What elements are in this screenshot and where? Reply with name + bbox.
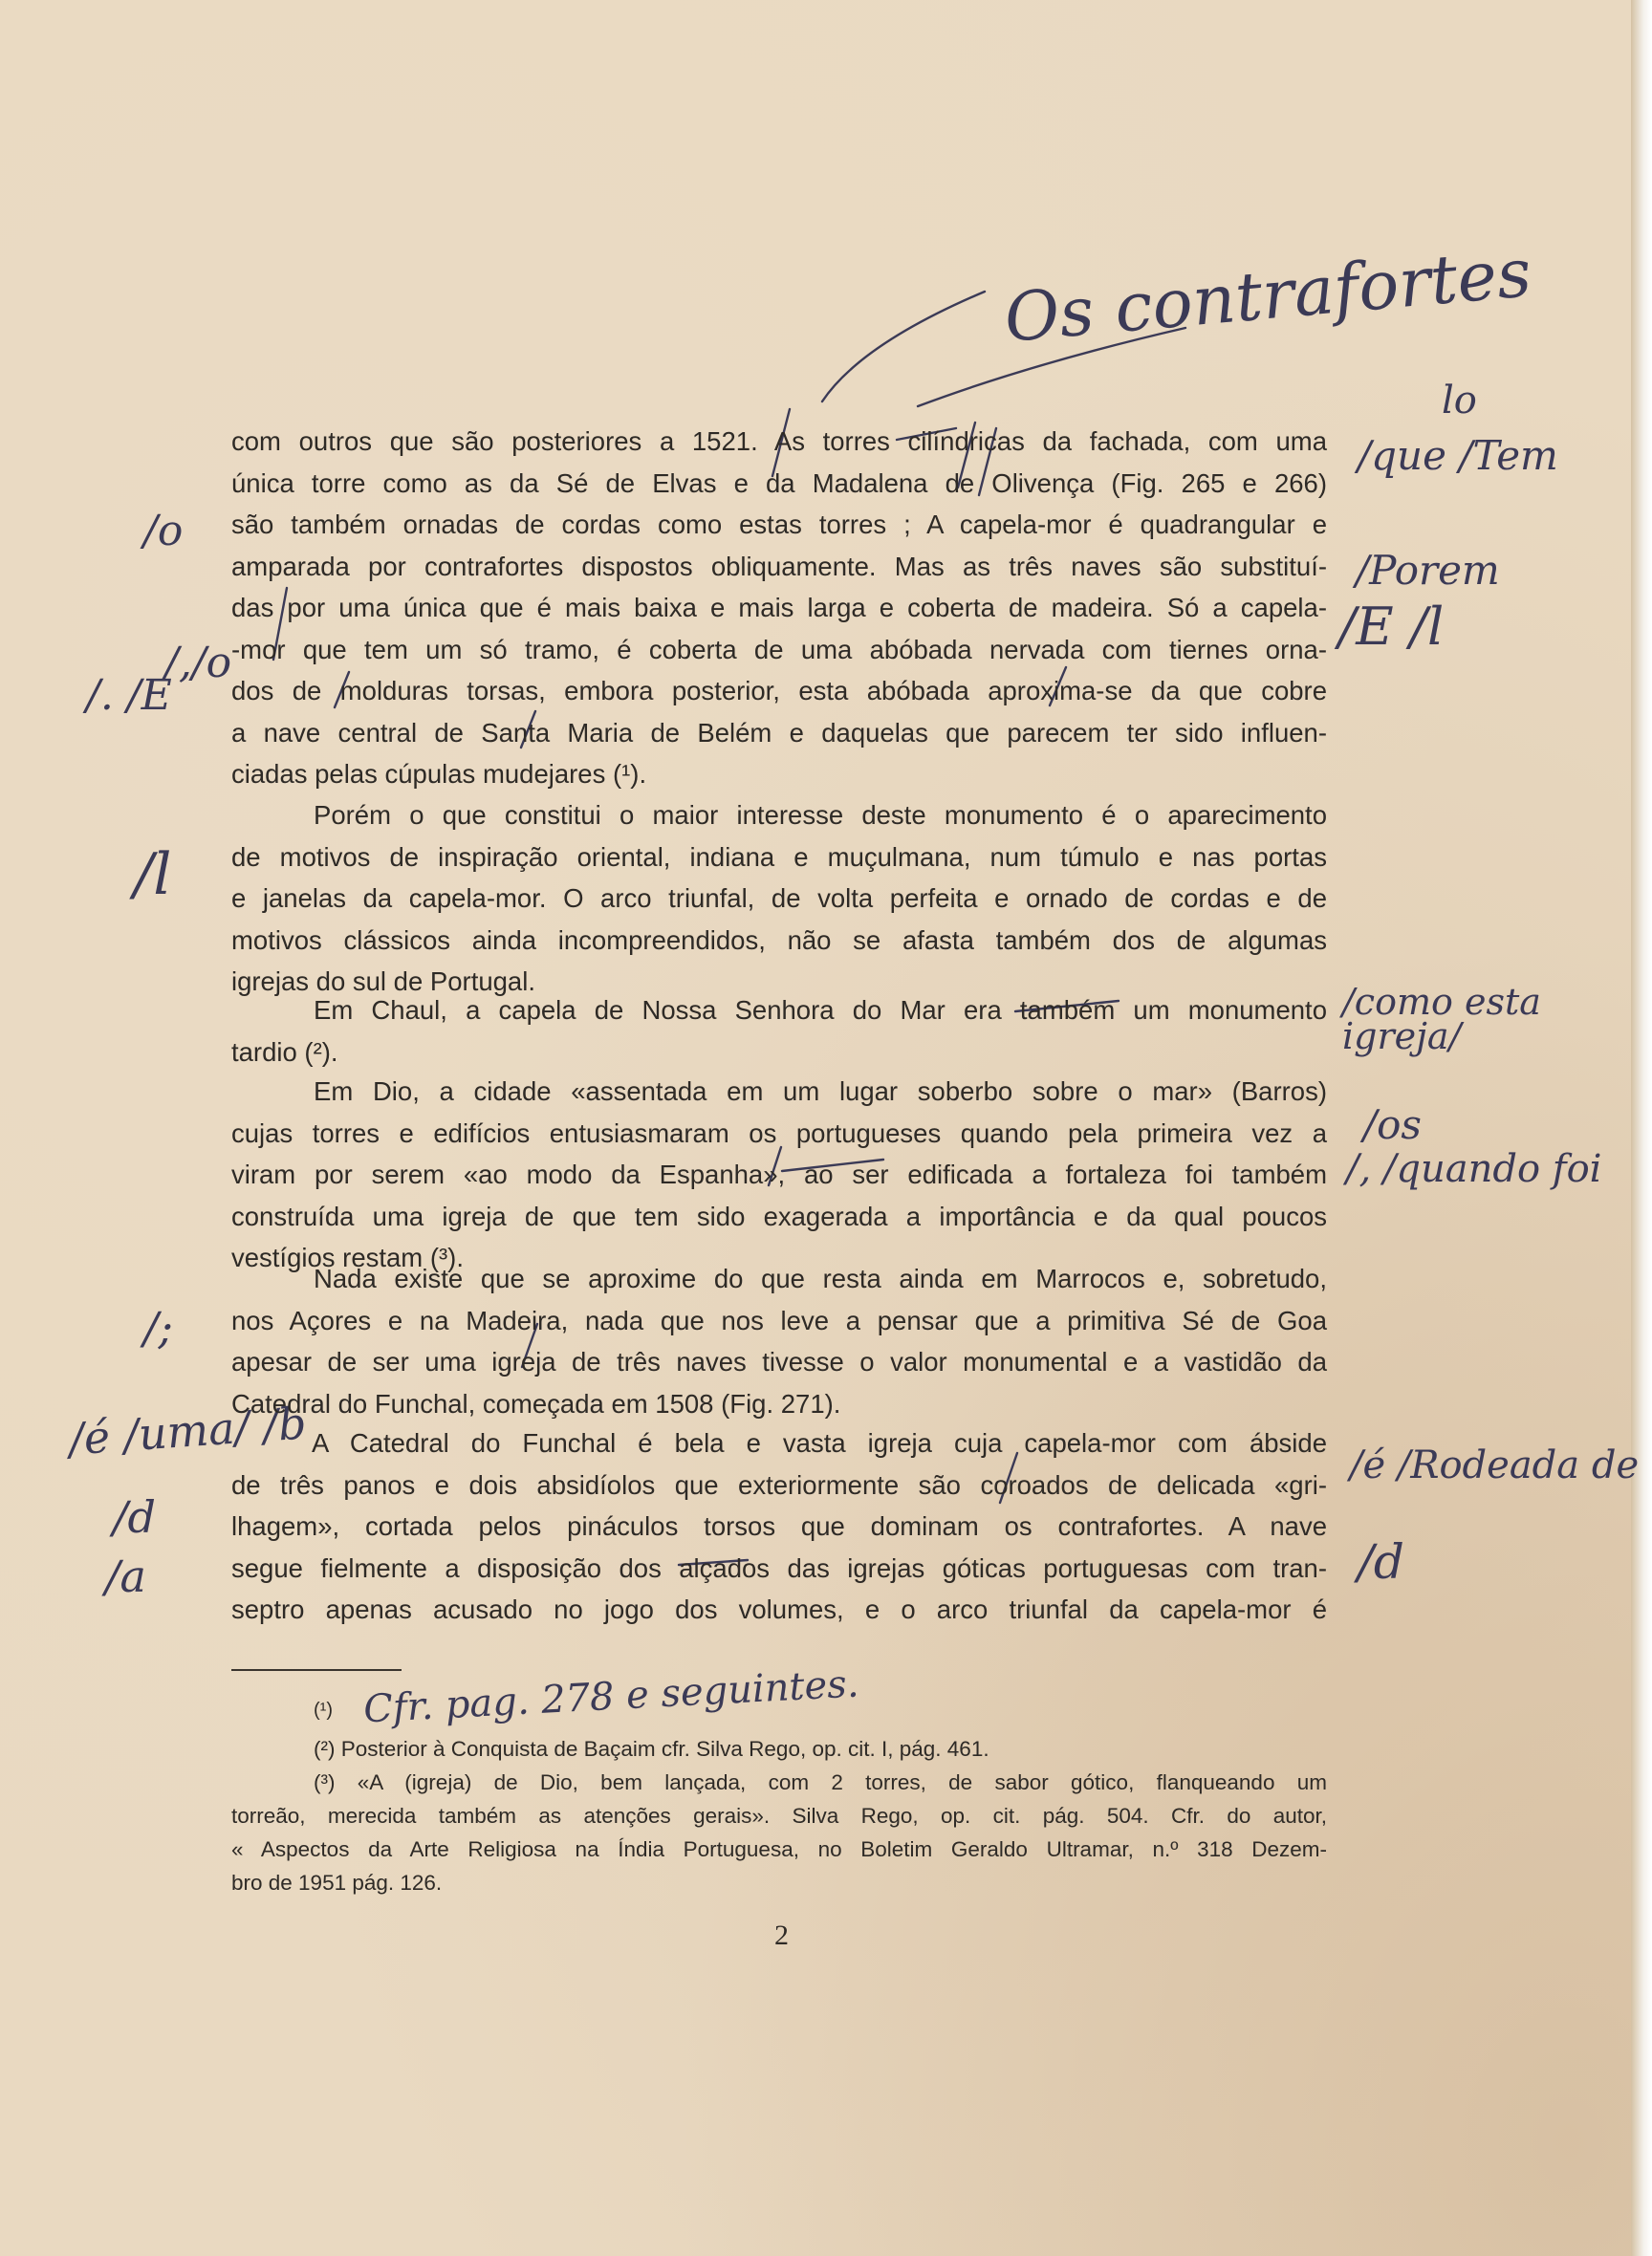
annotation-top: Os contrafortes bbox=[1001, 233, 1534, 358]
paragraph-4 bbox=[231, 1071, 1327, 1279]
text-line: nos Açores e na Madeira, nada que nos leve a pensar que a primitiva Sé de Goa bbox=[231, 1305, 1327, 1335]
footnote-2 bbox=[314, 1732, 1327, 1766]
text-line: vestígios restam (³). bbox=[231, 1243, 464, 1272]
text-line: septro apenas acusado no jogo dos volumes, e o arco triunfal da capela-mor é bbox=[231, 1594, 1327, 1624]
text-line: amparada por contrafortes dispostos obliquamente. Mas as três naves são substituí- bbox=[231, 551, 1327, 581]
text-line: com outros que são posteriores a 1521. As torres cilíndricas da fachada, com uma bbox=[231, 426, 1327, 456]
text-line: Em Chaul, a capela de Nossa Senhora do Mar era também um monumento bbox=[314, 995, 1327, 1025]
annotation-left-4: /l bbox=[134, 841, 172, 908]
text-line: segue fielmente a disposição dos alçados das igrejas góticas portuguesas com tran- bbox=[231, 1552, 1327, 1583]
paragraph-6 bbox=[231, 1422, 1327, 1631]
text-line: de motivos de inspiração oriental, indiana e muçulmana, num túmulo e nas portas bbox=[231, 841, 1327, 872]
annotation-right-5: /como esta igreja/ bbox=[1342, 981, 1541, 1057]
footnote-3 bbox=[231, 1766, 1327, 1899]
text-line: e janelas da capela-mor. O arco triunfal, de volta perfeita e ornado de cordas e de bbox=[231, 883, 1327, 913]
text-line: única torre como as da Sé de Elvas e da Madalena de Olivença (Fig. 265 e 266) bbox=[231, 467, 1327, 498]
text-line: são também ornadas de cordas como estas torres ; A capela-mor é quadrangular e bbox=[231, 510, 1327, 539]
text-line: lhagem», cortada pelos pináculos torsos que dominam os contrafortes. A nave bbox=[231, 1511, 1327, 1541]
text-line: construída uma igreja de que tem sido exagerada a importância e da qual poucos bbox=[231, 1201, 1327, 1231]
text-line: -mor que tem um só tramo, é coberta de uma abóbada nervada com tiernes orna- bbox=[231, 634, 1327, 664]
page-number: 2 bbox=[774, 1920, 789, 1951]
text-line: das por uma única que é mais baixa e mais larga e coberta de madeira. Só a capela- bbox=[231, 593, 1327, 622]
text-line: motivos clássicos ainda incompreendidos, não se afasta também dos de algumas bbox=[231, 924, 1327, 955]
footnote-1-handwritten: Cfr. pag. 278 e seguintes. bbox=[362, 1661, 860, 1732]
text-line: ciadas pelas cúpulas mudejares (¹). bbox=[231, 759, 647, 789]
footnote-line: « Aspectos da Arte Religiosa na Índia Portuguesa, no Boletim Geraldo Ultramar, n.º 318 Dezem- bbox=[231, 1837, 1327, 1861]
paragraph-3 bbox=[231, 989, 1327, 1073]
annotation-left-5: /; bbox=[143, 1302, 173, 1354]
annotation-right-1: lo bbox=[1442, 379, 1477, 423]
annotation-right-3: /Porem bbox=[1356, 547, 1500, 594]
footnote-line: torreão, merecida também as atenções gerais». Silva Rego, op. cit. pág. 504. Cfr. do autor, bbox=[231, 1804, 1327, 1828]
paragraph-2 bbox=[231, 794, 1327, 1003]
annotation-left-2: /,/o bbox=[164, 639, 232, 687]
text-line: cujas torres e edifícios entusiasmaram os portugueses quando pela primeira vez a bbox=[231, 1117, 1327, 1148]
annotation-left-3: /. /E bbox=[86, 671, 172, 720]
text-line: dos de molduras torsas, embora posterior, esta abóbada aproxima-se da que cobre bbox=[231, 676, 1327, 705]
text-line: igrejas do sul de Portugal. bbox=[231, 966, 535, 996]
text-line: de três panos e dois absidíolos que exteriormente são coroados de delicada «gri- bbox=[231, 1469, 1327, 1500]
text-line: A Catedral do Funchal é bela e vasta igreja cuja capela-mor com ábside bbox=[312, 1428, 1327, 1458]
annotation-right-8: /é /Rodeada de bbox=[1350, 1443, 1640, 1487]
text-line: viram por serem «ao modo da Espanha», ao ser edificada a fortaleza foi também bbox=[231, 1160, 1327, 1189]
paragraph-5 bbox=[231, 1258, 1327, 1424]
text-line: a nave central de Santa Maria de Belém e daquelas que parecem ter sido influen- bbox=[231, 717, 1327, 748]
footnote-rule bbox=[231, 1669, 402, 1671]
annotation-arrow-line bbox=[822, 292, 985, 401]
annotation-right-4: /E /l bbox=[1338, 597, 1445, 657]
annotation-left-1: /o bbox=[143, 507, 184, 555]
footnote-1-mark: (¹) bbox=[314, 1700, 333, 1721]
text-line: Porém o que constitui o maior interesse deste monumento é o aparecimento bbox=[314, 800, 1327, 830]
annotation-right-9: /d bbox=[1358, 1534, 1404, 1590]
text-line: Nada existe que se aproxime do que resta ainda em Marrocos e, sobretudo, bbox=[314, 1264, 1327, 1293]
annotation-left-6: /é /uma/ /b bbox=[67, 1397, 309, 1465]
annotation-right-7: /, /quando foi bbox=[1346, 1147, 1602, 1191]
annotation-left-8: /a bbox=[105, 1551, 146, 1602]
text-line: tardio (²). bbox=[231, 1036, 338, 1067]
text-line: Em Dio, a cidade «assentada em um lugar soberbo sobre o mar» (Barros) bbox=[314, 1076, 1327, 1106]
annotation-right-2: /que /Tem bbox=[1358, 432, 1558, 479]
annotation-left-7: /d bbox=[113, 1491, 156, 1543]
text-line: Catedral do Funchal, começada em 1508 (Fig. 271). bbox=[231, 1388, 841, 1419]
annotation-right-6: /os bbox=[1363, 1101, 1422, 1148]
footnote-line: (³) «A (igreja) de Dio, bem lançada, com 2 torres, de sabor gótico, flanqueando um bbox=[314, 1770, 1327, 1794]
paragraph-1 bbox=[231, 421, 1327, 795]
footnote-line: bro de 1951 pág. 126. bbox=[231, 1871, 443, 1895]
text-line: apesar de ser uma igreja de três naves tivesse o valor monumental e a vastidão da bbox=[231, 1347, 1327, 1377]
footnote-line: (²) Posterior à Conquista de Baçaim cfr. Silva Rego, op. cit. I, pág. 461. bbox=[314, 1737, 989, 1761]
